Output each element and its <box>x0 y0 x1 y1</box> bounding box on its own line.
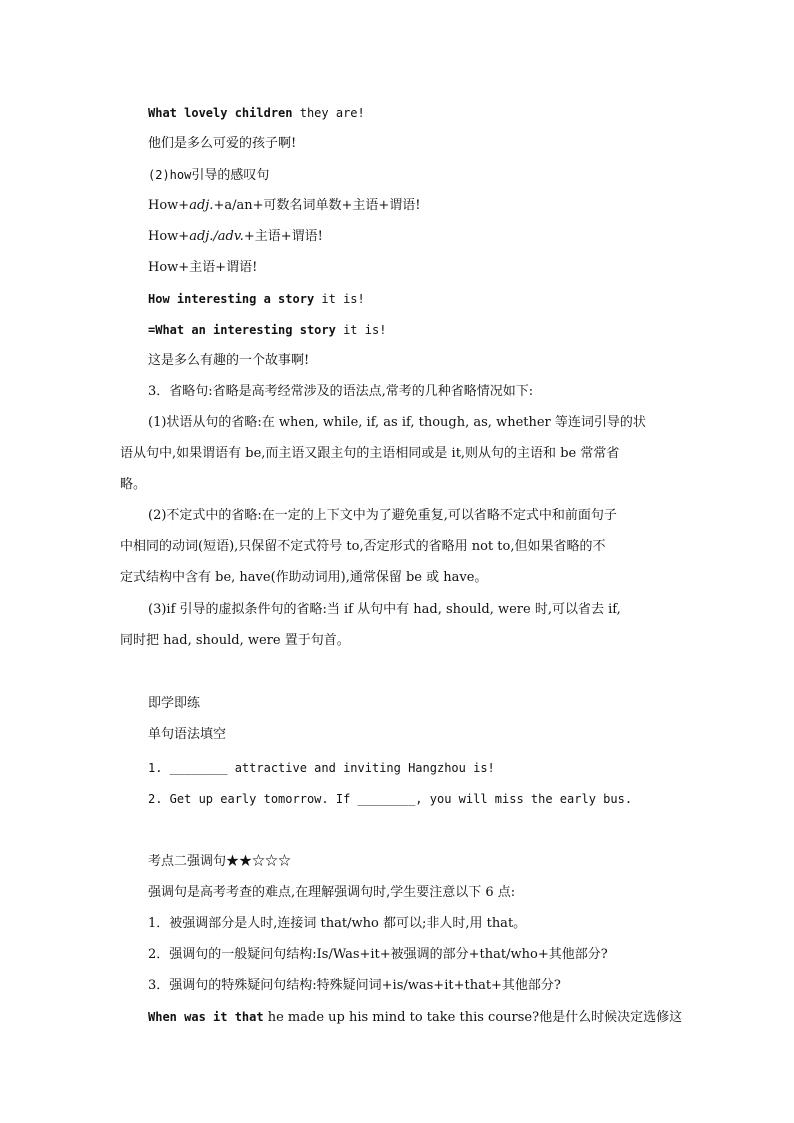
paragraph-line: (1)状语从句的省略:在 when, while, if, as if, though, as, whether 等连词引导的状 <box>148 415 646 430</box>
plain-text: they are! <box>292 106 365 120</box>
plain-text: How+ <box>148 229 190 244</box>
plain-text: How+ <box>148 198 190 213</box>
pattern-line: How+主语+谓语! <box>148 260 258 275</box>
paragraph-line: 定式结构中含有 be, have(作助动词用),通常保留 be 或 have。 <box>120 570 488 585</box>
exercise-item: 1. ________ attractive and inviting Hangzhou is! <box>148 761 495 775</box>
example-sentence <box>148 291 365 307</box>
plain-text: it is! <box>314 292 365 306</box>
plain-text: (2)how <box>148 168 192 182</box>
emphasis-text: What lovely children <box>148 106 293 120</box>
list-item: 3．强调句的特殊疑问句结构:特殊疑问词+is/was+it+that+其他部分? <box>148 978 561 993</box>
plain-text: +a/an+可数名词单数+主语+谓语! <box>213 198 421 213</box>
example-sentence <box>148 1009 682 1025</box>
exercise-item: 2. Get up early tomorrow. If ________, you will miss the early bus. <box>148 792 633 806</box>
practice-subheading: 单句语法填空 <box>148 727 227 742</box>
paragraph-line: (3)if 引导的虚拟条件句的省略:当 if 从句中有 had, should, were 时,可以省去 if, <box>148 602 621 617</box>
practice-heading: 即学即练 <box>148 696 201 711</box>
list-item: 1．被强调部分是人时,连接词 that/who 都可以;非人时,用 that。 <box>148 916 527 931</box>
paragraph-line: 语从句中,如果谓语有 be,而主语又跟主句的主语相同或是 it,则从句的主语和 be 常常省 <box>120 446 620 461</box>
plain-text: he made up his mind to take this course?他是什么时候决定选修这 <box>263 1010 683 1025</box>
paragraph-line: 中相同的动词(短语),只保留不定式符号 to,否定形式的省略用 not to,但如果省略的不 <box>120 539 606 554</box>
paragraph-line: 略。 <box>120 477 147 492</box>
topic-heading: 考点二强调句★★☆☆☆ <box>148 854 292 869</box>
emphasis-text: When was it that <box>148 1010 264 1024</box>
plain-text: +主语+谓语! <box>243 229 323 244</box>
pattern-line <box>148 198 421 214</box>
paragraph-line: (2)不定式中的省略:在一定的上下文中为了避免重复,可以省略不定式中和前面句子 <box>148 508 617 523</box>
plain-text: it is! <box>335 323 387 337</box>
section-heading: 3．省略句:省略是高考经常涉及的语法点,常考的几种省略情况如下: <box>148 384 534 399</box>
subheading <box>148 167 269 183</box>
pattern-line <box>148 229 323 245</box>
emphasis-text: How interesting a story <box>148 292 315 306</box>
emphasis-text: =What an interesting story <box>148 323 336 337</box>
translation: 这是多么有趣的一个故事啊! <box>148 353 310 368</box>
example-sentence <box>148 322 386 338</box>
example-sentence <box>148 105 365 121</box>
list-item: 2．强调句的一般疑问句结构:Is/Was+it+被强调的部分+that/who+其他部分? <box>148 947 608 962</box>
paragraph-line: 同时把 had, should, were 置于句首。 <box>120 633 350 648</box>
plain-text: 引导的感叹句 <box>191 168 270 183</box>
italic-text: adj. <box>189 198 214 213</box>
italic-text: adj./adv. <box>189 229 244 244</box>
translation: 他们是多么可爱的孩子啊! <box>148 136 297 151</box>
paragraph-line: 强调句是高考考查的难点,在理解强调句时,学生要注意以下 6 点: <box>148 885 516 900</box>
